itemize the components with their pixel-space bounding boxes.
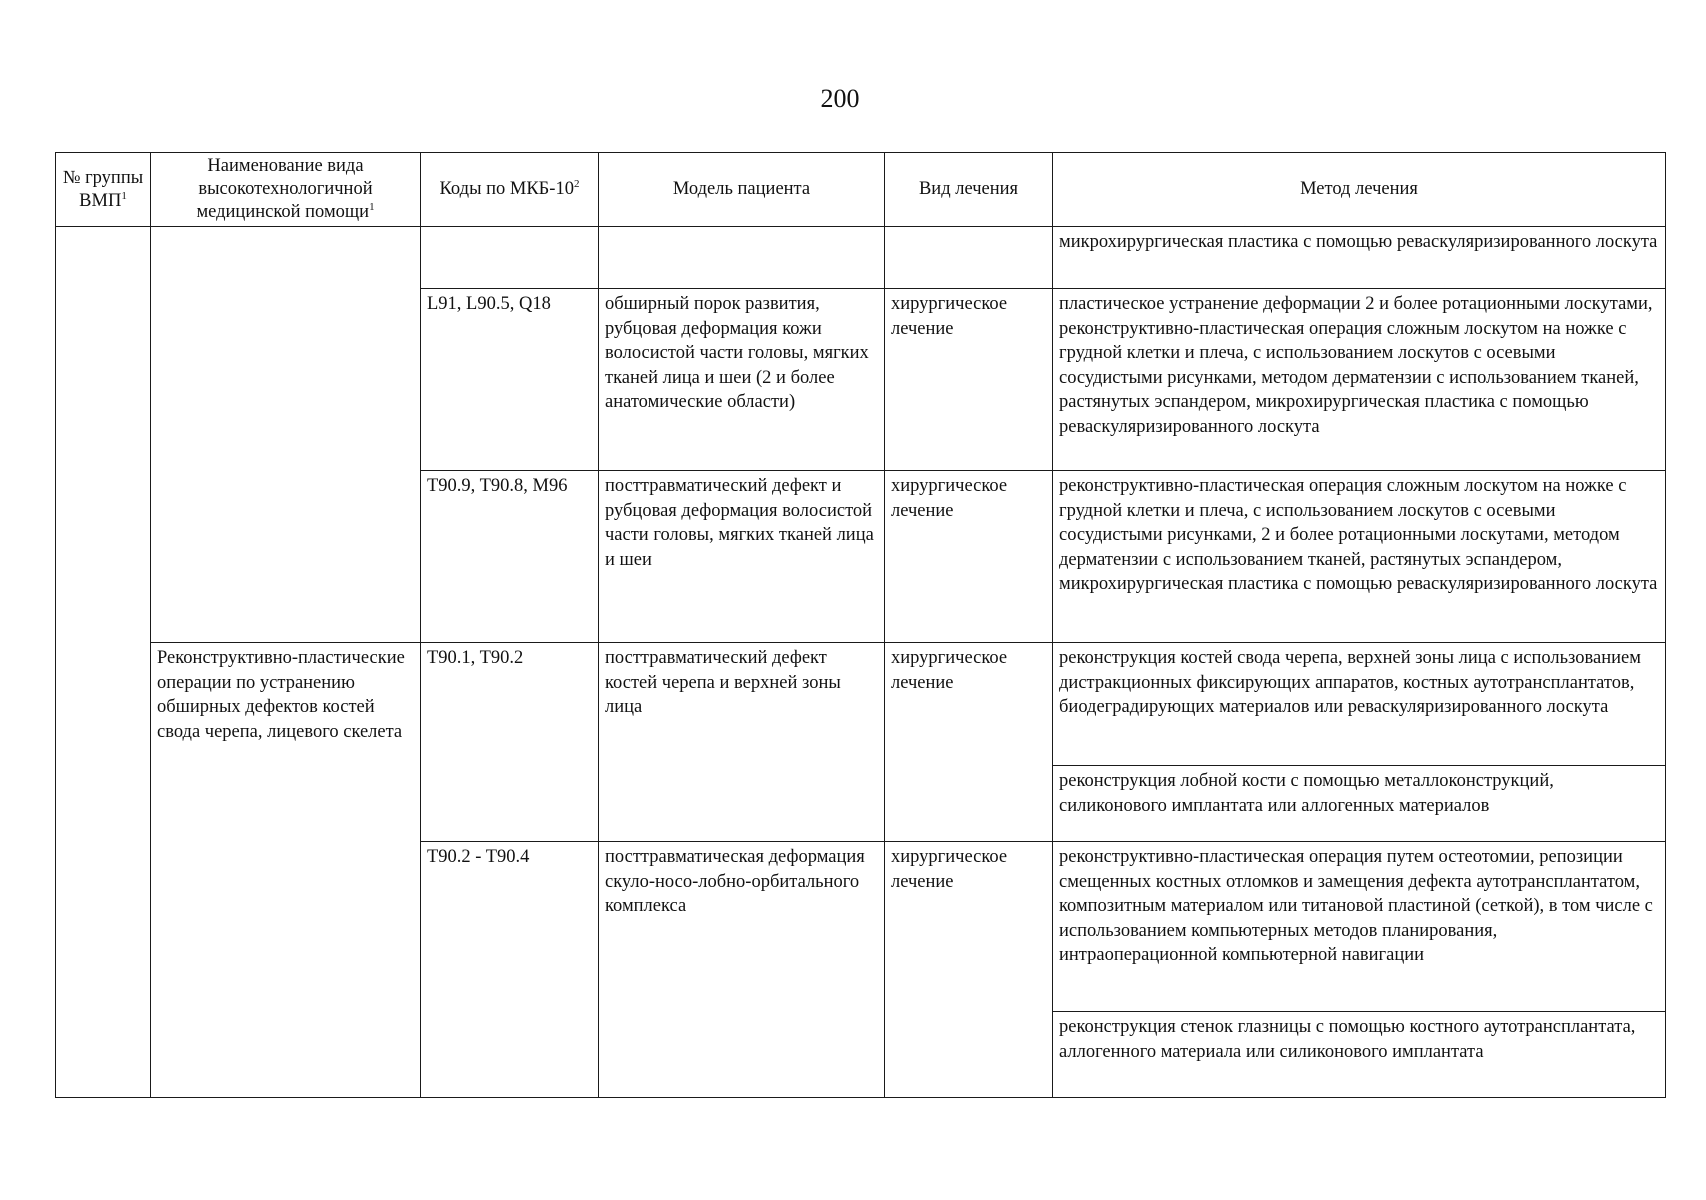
model-cell: посттравматическая деформация скуло-носо-лобно-орбитального комплекса	[599, 842, 885, 1098]
codes-cell: T90.9, T90.8, M96	[421, 471, 599, 643]
header-icd-codes: Коды по МКБ-$10^2$	[421, 153, 599, 227]
model-cell: посттравматический дефект костей черепа и верхней зоны лица	[599, 643, 885, 842]
codes-cell	[421, 227, 599, 289]
header-group-number: № группы ВМП$^1$	[56, 153, 151, 227]
codes-cell: L91, L90.5, Q18	[421, 289, 599, 471]
table-row	[56, 227, 1666, 289]
method-cell: реконструкция лобной кости с помощью металлоконструкций, силиконового имплантата или аллогенных материалов	[1053, 766, 1666, 842]
vmp-table	[55, 152, 1666, 1098]
method-cell: реконструктивно-пластическая операция сложным лоскутом на ножке с грудной клетки и плеча, с использованием лоскутов с осевыми сосудистыми рисунками, 2 и более ротационными лоскутами, методом дерматензии с использованием тканей, растянутых эспандером, микрохирургическая пластика с помощью реваскуляризированного лоскута	[1053, 471, 1666, 643]
codes-cell: T90.1, T90.2	[421, 643, 599, 842]
header-care-name: Наименование вида высокотехнологичной медицинской помощи$^1$	[151, 153, 421, 227]
model-cell	[599, 227, 885, 289]
codes-cell: T90.2 - T90.4	[421, 842, 599, 1098]
method-cell: пластическое устранение деформации 2 и более ротационными лоскутами, реконструктивно-пластическая операция сложным лоскутом на ножке с грудной клетки и плеча, с использованием лоскутов с осевыми сосудистыми рисунками, методом дерматензии с использованием тканей, растянутых эспандером, микрохирургическая пластика с помощью реваскуляризированного лоскута	[1053, 289, 1666, 471]
header-treatment-method: Метод лечения	[1053, 153, 1666, 227]
treatment-cell	[885, 227, 1053, 289]
treatment-cell: хирургическое лечение	[885, 643, 1053, 842]
treatment-cell: хирургическое лечение	[885, 471, 1053, 643]
table-row	[56, 643, 1666, 766]
treatment-cell: хирургическое лечение	[885, 289, 1053, 471]
method-cell: реконструкция стенок глазницы с помощью костного аутотрансплантата, аллогенного материала или силиконового имплантата	[1053, 1012, 1666, 1098]
table-header-row	[56, 153, 1666, 227]
page-number: 200	[820, 84, 860, 113]
care-name-cell: Реконструктивно-пластические операции по устранению обширных дефектов костей свода черепа, лицевого скелета	[151, 643, 421, 1098]
header-patient-model: Модель пациента	[599, 153, 885, 227]
group-number-cell	[56, 227, 151, 1098]
header-treatment-type: Вид лечения	[885, 153, 1053, 227]
method-cell: реконструкция костей свода черепа, верхней зоны лица с использованием дистракционных фиксирующих аппаратов, костных аутотрансплантатов, биодеградирующих материалов или реваскуляризированного лоскута	[1053, 643, 1666, 766]
method-cell: микрохирургическая пластика с помощью реваскуляризированного лоскута	[1053, 227, 1666, 289]
model-cell: обширный порок развития, рубцовая деформация кожи волосистой части головы, мягких тканей лица и шеи (2 и более анатомические области)	[599, 289, 885, 471]
model-cell: посттравматический дефект и рубцовая деформация волосистой части головы, мягких тканей лица и шеи	[599, 471, 885, 643]
method-cell: реконструктивно-пластическая операция путем остеотомии, репозиции смещенных костных отломков и замещения дефекта аутотрансплантатом, композитным материалом или титановой пластиной (сеткой), в том числе с использованием компьютерных методов планирования, интраоперационной компьютерной навигации	[1053, 842, 1666, 1012]
care-name-cell	[151, 227, 421, 643]
treatment-cell: хирургическое лечение	[885, 842, 1053, 1098]
